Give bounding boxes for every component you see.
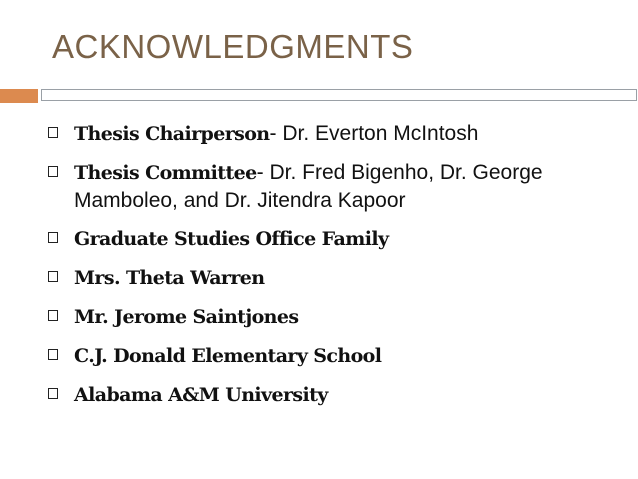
- list-item: [46, 120, 626, 148]
- square-bullet-icon: [48, 388, 58, 399]
- list-item: [46, 225, 626, 253]
- bullet-bold-text: Graduate Studies Office Family: [74, 228, 389, 250]
- bullet-bold-text: Mrs. Theta Warren: [74, 267, 265, 289]
- list-item: [46, 342, 626, 370]
- list-item: [46, 303, 626, 331]
- bullet-bold-text: C.J. Donald Elementary School: [74, 345, 382, 367]
- list-item: [46, 264, 626, 292]
- bullet-text: - Dr. Fred Bigenho, Dr. George Mamboleo, and Dr. Jitendra Kapoor: [74, 161, 543, 212]
- title-rule: [41, 89, 637, 101]
- bullet-bold-text: Thesis Chairperson: [74, 123, 270, 145]
- square-bullet-icon: [48, 271, 58, 282]
- bullet-bold-text: Alabama A&M University: [74, 384, 328, 406]
- slide-title: ACKNOWLEDGMENTS: [52, 28, 414, 65]
- list-item: [46, 159, 626, 214]
- bullet-list: [46, 120, 626, 420]
- square-bullet-icon: [48, 232, 58, 243]
- title-rule-accent: [0, 89, 38, 103]
- list-item: [46, 381, 626, 409]
- bullet-bold-text: Mr. Jerome Saintjones: [74, 306, 299, 328]
- square-bullet-icon: [48, 166, 58, 177]
- square-bullet-icon: [48, 127, 58, 138]
- square-bullet-icon: [48, 310, 58, 321]
- square-bullet-icon: [48, 349, 58, 360]
- bullet-bold-text: Thesis Committee: [74, 162, 257, 184]
- bullet-text: - Dr. Everton McIntosh: [269, 122, 479, 145]
